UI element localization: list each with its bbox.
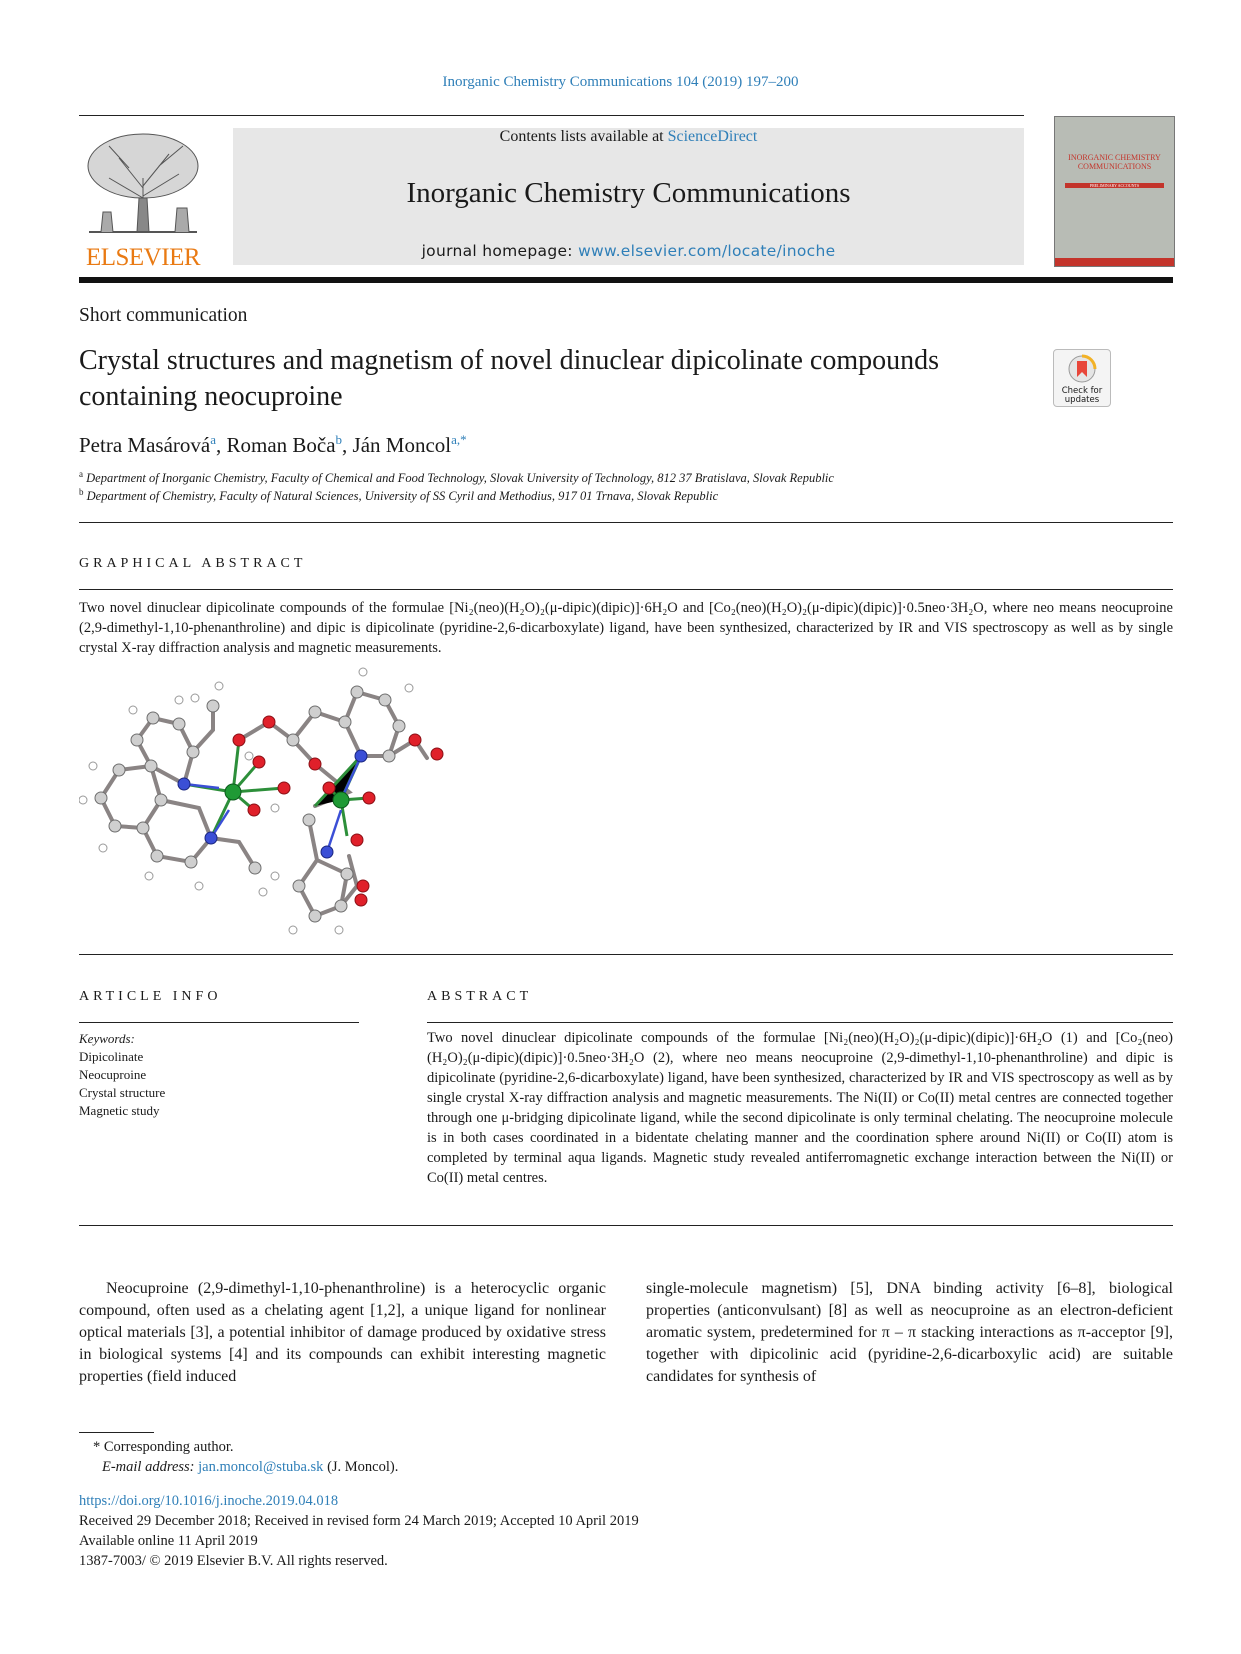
sciencedirect-link[interactable]: ScienceDirect (667, 128, 758, 145)
copyright-line: 1387-7003/ © 2019 Elsevier B.V. All rights reserved. (79, 1553, 388, 1569)
bookmark-icon (1067, 354, 1097, 384)
online-date: Available online 11 April 2019 (79, 1533, 258, 1549)
contents-line (233, 128, 1024, 146)
article-info-heading: ARTICLE INFO (79, 989, 222, 1004)
email-line (102, 1457, 398, 1477)
graphical-abstract-text: Two novel dinuclear dipicolinate compounds of the formulae [Ni₂(neo)(H₂O)₂(μ-dipic)(dipic)]·6H₂O and [Co₂(neo)(H₂O)₂(μ-dipic)(dipic)]·0.5neo·3H₂O, where neo means neocuproine (2,9-dimethyl-1,10-phenanthroline) and dipic is dipicolinate (pyridine-2,6-dicarboxylate) ligand, have been synthesized, characterized by IR and VIS spectroscopy as well as by single crystal X-ray diffraction analysis and magnetic measurements. (79, 600, 1173, 656)
keywords-block (79, 1030, 349, 1120)
doi-link[interactable]: https://doi.org/10.1016/j.inoche.2019.04.018 (79, 1493, 339, 1509)
contents-prefix: Contents lists available at (499, 128, 668, 145)
author-name[interactable]: Roman Boča (226, 433, 336, 457)
author-affil-mark[interactable]: a,* (451, 432, 467, 447)
author-affil-mark[interactable]: b (335, 432, 343, 447)
elsevier-tree-icon (79, 128, 207, 240)
affiliation-mark: a (79, 469, 83, 479)
article-info-rule (79, 1022, 359, 1023)
affiliation-b (79, 487, 718, 504)
author-list: Petra Masárová$^a$, Roman Boča$^b$, Ján Moncol$^{a,*}$ (79, 432, 467, 457)
homepage-link[interactable]: www.elsevier.com/locate/inoche (578, 242, 836, 260)
cover-title: INORGANIC CHEMISTRY COMMUNICATIONS (1068, 153, 1161, 171)
keyword-item: Crystal structure (79, 1085, 166, 1100)
affiliation-mark: b (79, 487, 84, 497)
top-rule (79, 115, 1024, 116)
abstract-heading: ABSTRACT (427, 989, 533, 1004)
cover-bar (1055, 258, 1174, 266)
body-column-left: Neocuproine (2,9-dimethyl-1,10-phenanthroline) is a heterocyclic organic compound, often used as a chelating agent [1,2], a unique ligand for nonlinear optical materials [3], a potential inhibitor of damage produced by oxidative stress in biological systems [4] and its compounds can exhibit interesting magnetic properties (field induced (79, 1280, 606, 1385)
homepage-prefix: journal homepage: (421, 242, 579, 260)
affiliation-rule (79, 522, 1173, 523)
check-for-updates-label: Check for updates (1061, 386, 1103, 405)
author-name[interactable]: Petra Masárová (79, 433, 211, 457)
email-link[interactable]: jan.moncol@stuba.sk (198, 1459, 324, 1475)
journal-cover-thumbnail[interactable] (1054, 116, 1175, 267)
author-affil-mark[interactable]: a (210, 432, 216, 447)
author-name[interactable]: Ján Moncol (352, 433, 452, 457)
affiliation-a (79, 469, 834, 486)
header-thick-rule (79, 277, 1173, 283)
body-column-right: single-molecule magnetism) [5], DNA binding activity [6–8], biological properties (anticonvulsant) [8] as well as neocuproine as an electron-deficient aromatic system, predetermined for π – π stacking interactions as π-acceptor [9], together with dipicolinic acid (pyridine-2,6-dicarboxylic acid) are suitable candidates for synthesis of (646, 1280, 1173, 1385)
footnote-rule (79, 1432, 154, 1433)
keyword-item: Dipicolinate (79, 1049, 144, 1064)
affiliation-text: Department of Inorganic Chemistry, Faculty of Chemical and Food Technology, Slovak University of Technology, 812 37 Bratislava, Slovak Republic (86, 471, 834, 486)
received-dates: Received 29 December 2018; Received in revised form 24 March 2019; Accepted 10 April 2019 (79, 1513, 639, 1529)
journal-title: Inorganic Chemistry Communications (406, 177, 851, 209)
check-for-updates-button[interactable] (1053, 349, 1111, 407)
journal-reference-link[interactable]: Inorganic Chemistry Communications 104 (2019) 197–200 (442, 74, 799, 90)
keyword-item: Neocuproine (79, 1067, 147, 1082)
corresponding-author-note: * Corresponding author. (93, 1439, 234, 1455)
abstract-bottom-rule (79, 1225, 1173, 1226)
journal-banner (233, 128, 1024, 265)
keyword-item: Magnetic study (79, 1103, 160, 1118)
article-type: Short communication (79, 305, 248, 326)
keywords-label: Keywords: (79, 1031, 135, 1046)
publisher-logo (79, 128, 207, 271)
homepage-line (233, 242, 1024, 260)
graphical-abstract-bottom-rule (79, 954, 1173, 955)
abstract-rule (427, 1022, 1173, 1023)
cover-subtitle: PRELIMINARY ACCOUNTS (1065, 183, 1164, 188)
graphical-abstract-heading: GRAPHICAL ABSTRACT (79, 556, 307, 571)
abstract-text: Two novel dinuclear dipicolinate compounds of the formulae [Ni₂(neo)(H₂O)₂(μ-dipic)(dipic)]·6H₂O (1) and [Co₂(neo)(H₂O)₂(μ-dipic)(dipic)]·0.5neo·3H₂O (2), where neo means neocuproine (2,9-dimethyl-1,10-phenanthroline) and dipic is dipicolinate (pyridine-2,6-dicarboxylate) ligand, have been synthesized, characterized by IR and VIS spectroscopy as well as by single crystal X-ray diffraction analysis and magnetic measurements. The Ni(II) or Co(II) metal centres are connected together through one μ-bridging dipicolinate ligand, while the second dipicolinate is only terminal chelating. The neocuproine molecule is in both cases coordinated in a bidentate chelating manner and the coordination sphere around Ni(II) or Co(II) atom is completed by terminal aqua ligands. Magnetic study revealed antiferromagnetic exchange interaction between the Ni(II) or Co(II) metal centres. (427, 1030, 1173, 1186)
email-label: E-mail address: (102, 1459, 199, 1475)
affiliation-text: Department of Chemistry, Faculty of Natural Sciences, University of SS Cyril and Methodius, 917 01 Trnava, Slovak Republic (86, 489, 719, 504)
article-title: Crystal structures and magnetism of novel dinuclear dipicolinate compounds containing neocuproine (79, 345, 940, 412)
graphical-abstract-rule (79, 589, 1173, 590)
publisher-name: ELSEVIER (85, 244, 201, 271)
email-suffix: (J. Moncol). (323, 1459, 399, 1475)
molecular-structure-figure (79, 660, 459, 938)
